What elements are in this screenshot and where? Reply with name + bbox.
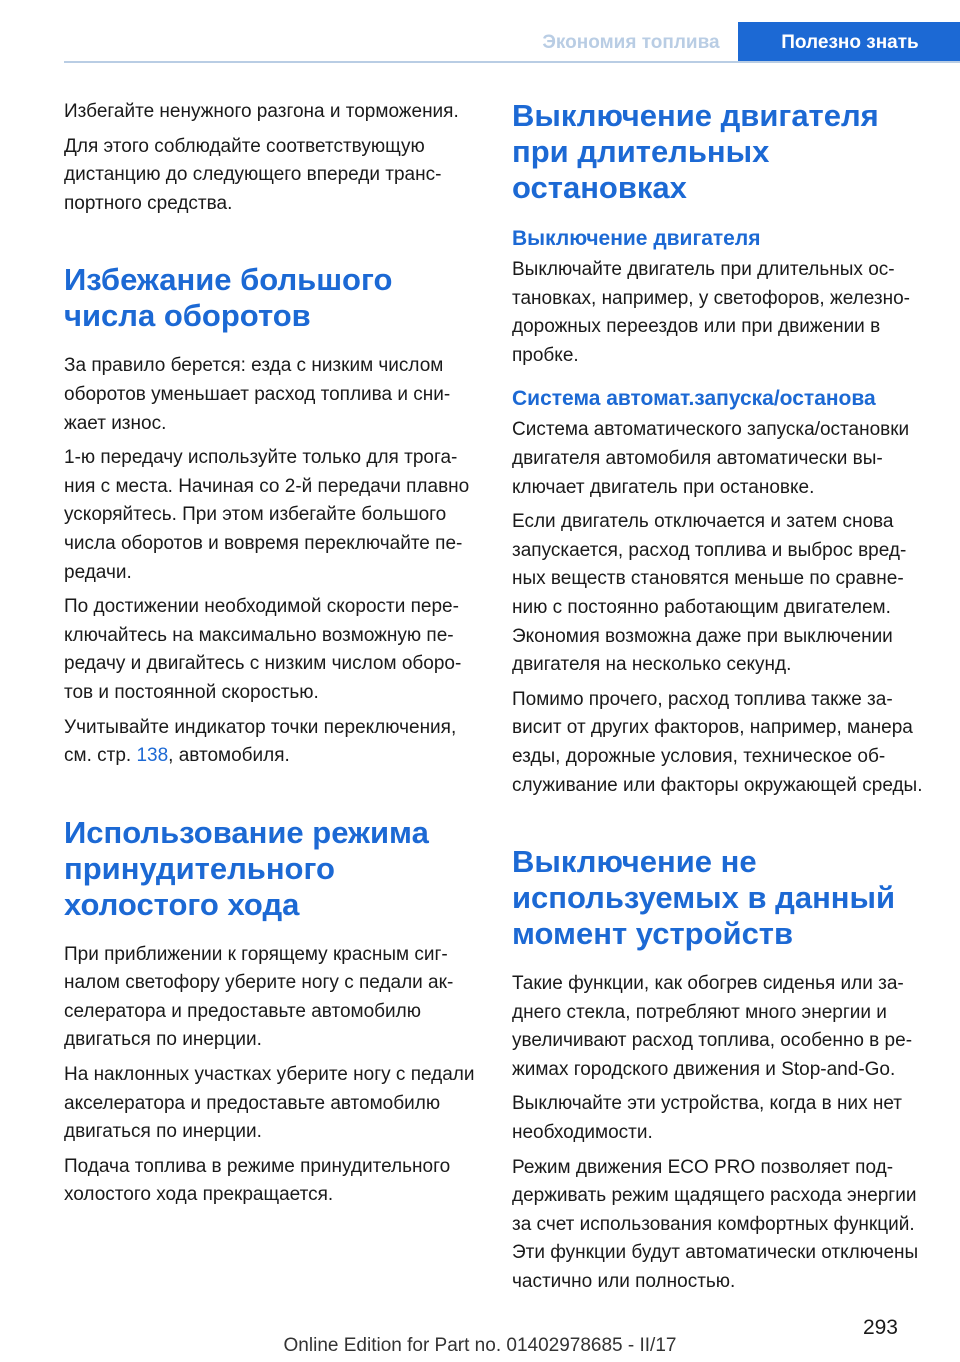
paragraph: На наклонных участках уберите ногу с педали акселератора и предоставьте автомобилю двигаться по инерции. <box>64 1064 475 1143</box>
subheading-auto-start-stop: Система автомат.запуска/останова <box>512 387 876 411</box>
paragraph: Режим движения ECO PRO позволяет поддерживать режим щадящего расхода энергии за счет использования комфортных функций. Эти функции будут автоматически отключены частично или полностью. <box>512 1156 919 1293</box>
paragraph: Избегайте ненужного разгона и торможения. <box>64 101 459 122</box>
paragraph: Для этого соблюдайте соответствующую дистанцию до следующего впереди транспортного средства. <box>64 135 442 214</box>
right-column <box>512 98 930 1303</box>
heading-switch-off-devices: Выключение не используемых в данный момент устройств <box>512 844 896 952</box>
paragraph: Если двигатель отключается и затем снова запускается, расход топлива и выброс вредных веществ становятся меньше по сравнению с постоянно работающим двигателем. Экономия возможна даже при выключении двигателя на несколько секунд. <box>512 511 907 676</box>
heading-coasting-mode: Использование режима принудительного холостого хода <box>64 814 429 922</box>
paragraph: Выключайте двигатель при длительных остановках, например, у светофоров, железнодорожных переездов или при движении в пробке. <box>512 259 910 366</box>
text: , автомобиля. <box>168 745 290 767</box>
paragraph: При приближении к горящему красным сигналом светофору уберите ногу с педали акселератора и предоставьте автомобилю двигаться по инерции. <box>64 943 454 1051</box>
page-number: 293 <box>862 1316 898 1339</box>
page-link-138[interactable]: 138 <box>136 745 169 767</box>
paragraph: Выключайте эти устройства, когда в них нет необходимости. <box>512 1093 902 1144</box>
tab-fuel-economy[interactable]: Экономия топлива <box>542 32 720 53</box>
paragraph: Система автоматического запуска/остановки двигателя автомобиля автоматически выключает двигатель при остановке. <box>512 419 910 498</box>
header-divider <box>64 61 960 63</box>
paragraph: Такие функции, как обогрев сиденья или заднего стекла, потребляют много энергии и увеличивают расход топлива, особенно в режимах городского движения и Stop-and-Go. <box>512 973 913 1080</box>
paragraph: По достижении необходимой скорости переключайтесь на максимально возможную передачу и двигайтесь с низким числом оборотов и постоянной скоростью. <box>64 596 462 703</box>
paragraph <box>64 714 482 771</box>
paragraph: 1-ю передачу используйте только для трогания с места. Начиная со 2-й передачи плавно ускоряйтесь. При этом избегайте большого числа оборотов и вовремя переключайте передачи. <box>64 447 470 583</box>
footer-edition: Online Edition for Part no. 01402978685 - II/17 <box>283 1335 677 1356</box>
heading-avoid-high-rpm: Избежание большого числа оборотов <box>64 262 393 334</box>
tab-useful-info[interactable]: Полезно знать <box>738 22 960 62</box>
text: Учитывайте индикатор точки переключения, см. стр. <box>64 716 457 767</box>
paragraph: За правило берется: езда с низким числом оборотов уменьшает расход топлива и снижает износ. <box>64 355 451 434</box>
left-column <box>64 98 482 1216</box>
subheading-engine-off: Выключение двигателя <box>512 227 761 250</box>
heading-engine-off-long-stops: Выключение двигателя при длительных остановках <box>512 98 879 205</box>
paragraph: Подача топлива в режиме принудительного холостого хода прекращается. <box>64 1155 451 1206</box>
header-tabs <box>524 22 960 62</box>
paragraph: Помимо прочего, расход топлива также зависит от других факторов, например, манера езды, дорожные условия, техническое обслуживание или факторы окружающей среды. <box>512 688 923 796</box>
